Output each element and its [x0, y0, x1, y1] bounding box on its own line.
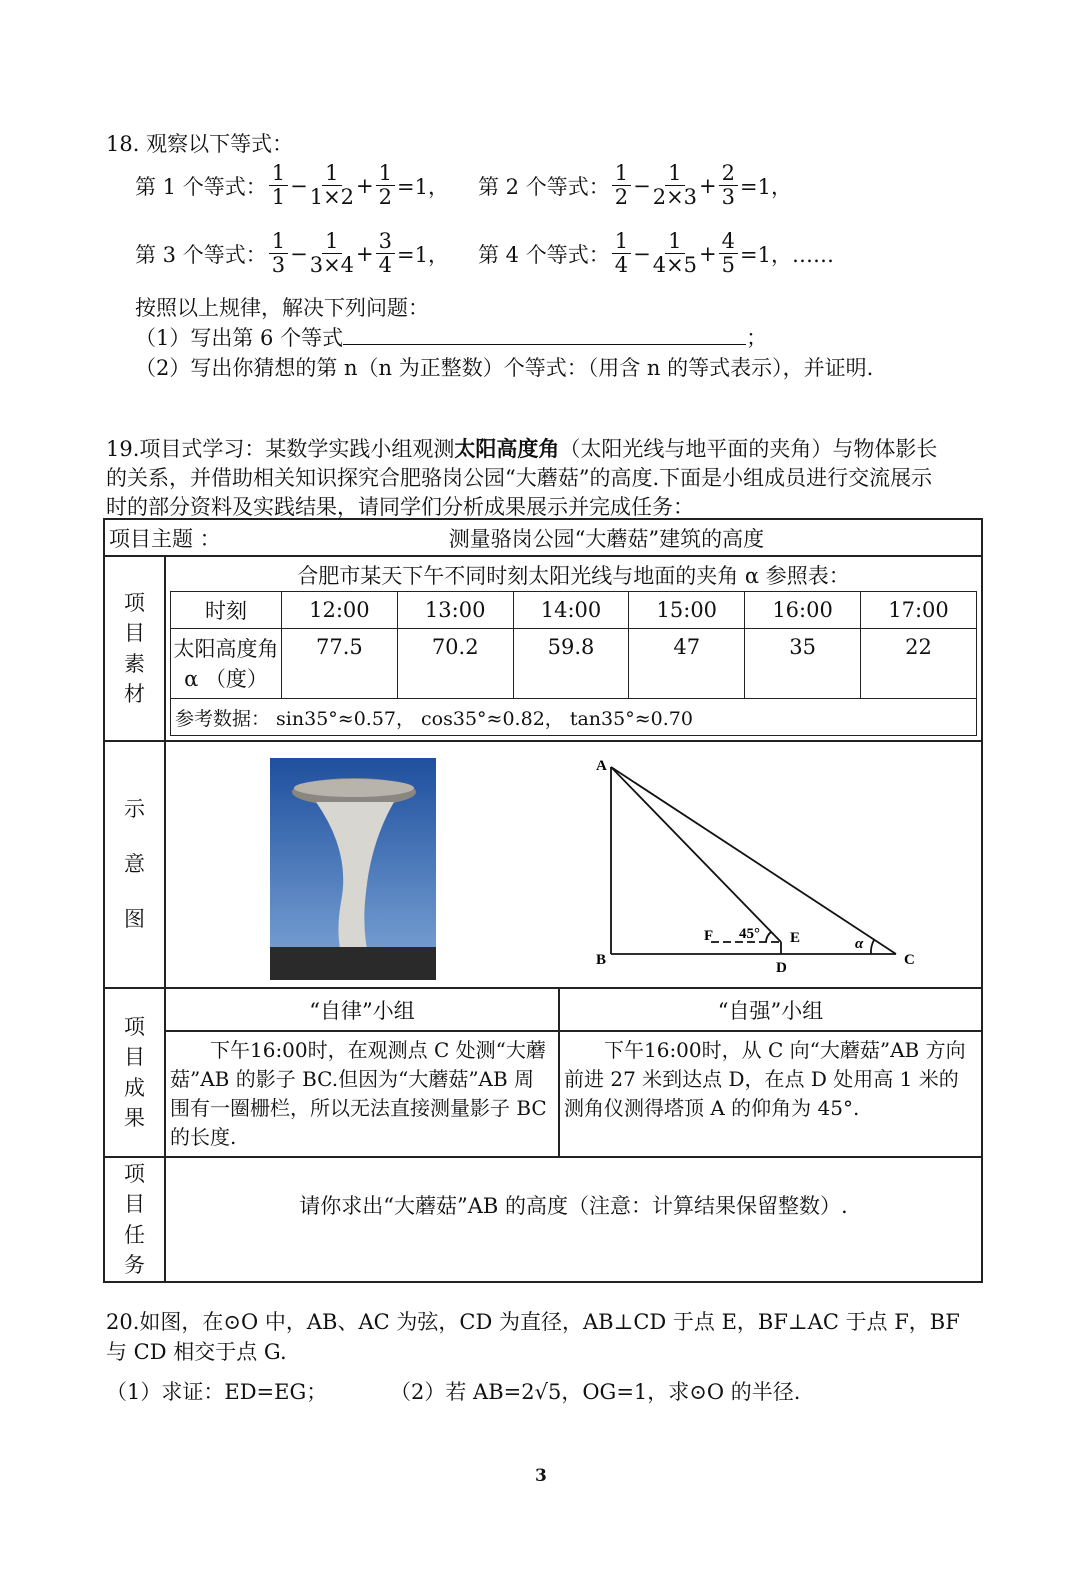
plus: +: [356, 241, 374, 266]
numerator: 1: [269, 162, 288, 186]
q18-title: 18. 观察以下等式：: [106, 132, 294, 156]
angle-cell: 59.8: [513, 629, 629, 699]
task-text: 请你求出“大蘑菇”AB 的高度（注意：计算结果保留整数）.: [165, 1157, 982, 1282]
numerator: 1: [665, 162, 684, 186]
equation-label: 第 3 个等式：: [135, 242, 267, 267]
numerator: 2: [719, 162, 738, 186]
numerator: 1: [376, 162, 395, 186]
minus: −: [633, 241, 651, 266]
point-a-label: A: [596, 758, 607, 774]
denominator: 2×3: [652, 185, 698, 210]
angle-cell: 35: [745, 629, 861, 699]
denominator: 1×2: [309, 185, 355, 210]
material-label: 项目素材: [104, 556, 165, 741]
equation-tail: =1，: [397, 174, 449, 199]
fraction: [310, 230, 354, 277]
denominator: 3×4: [309, 253, 355, 278]
mushroom-photo: [270, 758, 436, 980]
equation-label: 第 1 个等式：: [135, 174, 267, 199]
equation-tail: =1，……: [740, 242, 834, 267]
fraction: [269, 162, 288, 209]
theme-label: 项目主题 ：: [109, 526, 221, 551]
fraction: [376, 162, 395, 209]
fraction: [269, 230, 288, 277]
point-b-label: B: [596, 952, 607, 968]
minus: −: [290, 173, 308, 198]
q19-intro-bold: 太阳高度角: [454, 436, 560, 461]
numerator: 1: [612, 230, 631, 254]
page-number: 3: [535, 1466, 547, 1486]
q19-intro-line1: [106, 433, 937, 463]
point-c-label: C: [904, 952, 915, 968]
numerator: 3: [376, 230, 395, 254]
q18-part1-text: （1）写出第 6 个等式: [135, 326, 344, 350]
equation-tail: =1，: [740, 174, 792, 199]
time-header: 时刻: [171, 592, 282, 629]
answer-blank[interactable]: [343, 324, 746, 345]
equation-label: 第 2 个等式：: [478, 174, 610, 199]
task-label: 项目任务: [104, 1157, 165, 1282]
equation: [478, 162, 792, 209]
q19-intro-line3: 时的部分资料及实践结果，请同学们分析成果展示并完成任务：: [106, 495, 694, 519]
denominator: 3: [721, 185, 736, 210]
angle-cell: 22: [860, 629, 976, 699]
equation-tail: =1，: [397, 242, 449, 267]
fraction: [376, 230, 395, 277]
diagram-svg: [166, 742, 981, 987]
theme-text: 测量骆岗公园“大蘑菇”建筑的高度: [448, 526, 765, 551]
q20-part2: （2）若 AB=2√5，OG=1，求⊙O 的半径.: [390, 1380, 801, 1404]
q19-intro-b: （太阳光线与地平面的夹角）与物体影长: [559, 437, 938, 461]
minus: −: [633, 173, 651, 198]
angle-cell: 77.5: [282, 629, 398, 699]
fraction: [612, 230, 631, 277]
denominator: 3: [271, 253, 286, 278]
group1-header: “自律”小组: [165, 988, 559, 1031]
ref-table-title: 合肥市某天下午不同时刻太阳光线与地面的夹角 α 参照表：: [297, 564, 850, 588]
fraction: [719, 230, 738, 277]
denominator: 2: [614, 185, 629, 210]
group2-text: 下午16:00时，从 C 向“大蘑菇”AB 方向前进 27 米到达点 D，在点 D 处用高 1 米的测角仪测得塔顶 A 的仰角为 45°.: [564, 1038, 966, 1120]
q20-line2: 与 CD 相交于点 G.: [106, 1340, 287, 1364]
diagram-cell: [165, 741, 982, 988]
q19-intro-a: 19.项目式学习：某数学实践小组观测: [106, 437, 455, 461]
point-d-label: D: [776, 960, 787, 976]
numerator: 1: [269, 230, 288, 254]
equation: [135, 230, 449, 277]
plus: +: [356, 173, 374, 198]
alpha-label: α: [855, 936, 864, 952]
time-cell: 16:00: [745, 592, 861, 629]
numerator: 1: [322, 162, 341, 186]
results-label: 项目成果: [104, 988, 165, 1157]
fraction: [612, 162, 631, 209]
denominator: 2: [378, 185, 393, 210]
q18-part1: [135, 322, 767, 352]
theme-row: [104, 519, 982, 556]
denominator: 5: [721, 253, 736, 278]
group2-header: “自强”小组: [559, 988, 982, 1031]
numerator: 4: [719, 230, 738, 254]
equation-label: 第 4 个等式：: [478, 242, 610, 267]
point-f-label: F: [704, 928, 714, 944]
time-cell: 14:00: [513, 592, 629, 629]
denominator: 4×5: [652, 253, 698, 278]
fraction: [310, 162, 354, 209]
equation: [478, 230, 834, 277]
time-cell: 17:00: [860, 592, 976, 629]
denominator: 1: [271, 185, 286, 210]
q18-part2: （2）写出你猜想的第 n（n 为正整数）个等式：（用含 n 的等式表示），并证明.: [135, 356, 874, 380]
q20-line1: 20.如图，在⊙O 中，AB、AC 为弦，CD 为直径，AB⊥CD 于点 E，BF⊥AC 于点 F，BF: [106, 1310, 960, 1334]
q18-intro: 按照以上规律，解决下列问题：: [135, 296, 429, 320]
time-cell: 12:00: [282, 592, 398, 629]
q19-intro-line2: 的关系，并借助相关知识探究合肥骆岗公园“大蘑菇”的高度.下面是小组成员进行交流展示: [106, 466, 933, 490]
minus: −: [290, 241, 308, 266]
material-cell: [165, 556, 982, 741]
q20-part1: （1）求证：ED=EG；: [106, 1380, 328, 1404]
sun-angle-table: [170, 591, 977, 736]
point-e-label: E: [790, 930, 801, 946]
angle-cell: 47: [629, 629, 745, 699]
fraction: [653, 162, 697, 209]
denominator: 4: [378, 253, 393, 278]
group1-text: 下午16:00时，在观测点 C 处测“大蘑菇”AB 的影子 BC.但因为“大蘑菇”AB 周围有一圈栅栏，所以无法直接测量影子 BC 的长度.: [170, 1038, 547, 1149]
q18-part1-end: ；: [746, 326, 768, 350]
plus: +: [699, 241, 717, 266]
angle-header: 太阳高度角α （度）: [171, 629, 282, 699]
plus: +: [699, 173, 717, 198]
project-table: [103, 518, 983, 1283]
equation: [135, 162, 449, 209]
angle-45-label: 45°: [739, 926, 760, 942]
diagram-label: 示意图: [104, 741, 165, 988]
numerator: 1: [612, 162, 631, 186]
numerator: 1: [322, 230, 341, 254]
time-cell: 15:00: [629, 592, 745, 629]
fraction: [719, 162, 738, 209]
angle-cell: 70.2: [397, 629, 513, 699]
numerator: 1: [665, 230, 684, 254]
denominator: 4: [614, 253, 629, 278]
reference-data: 参考数据： sin35°≈0.57， cos35°≈0.82， tan35°≈0.70: [171, 699, 977, 736]
time-cell: 13:00: [397, 592, 513, 629]
fraction: [653, 230, 697, 277]
